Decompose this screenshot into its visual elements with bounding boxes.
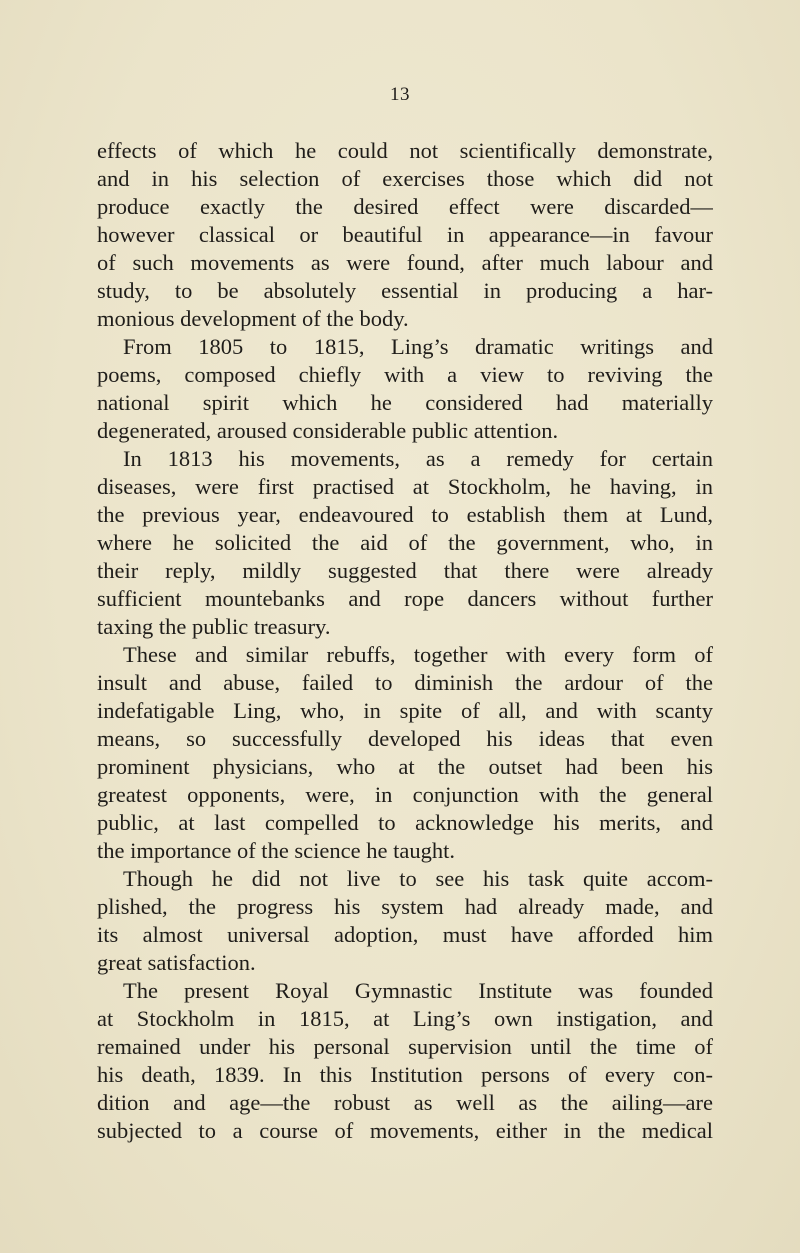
text-line: study, to be absolutely essential in producing a har-: [97, 278, 713, 303]
text-line: greatest opponents, were, in conjunction with the general: [97, 782, 713, 807]
paragraph-start-line: In 1813 his movements, as a remedy for certain: [123, 446, 713, 471]
paragraph-start-line: The present Royal Gymnastic Institute was founded: [123, 978, 713, 1003]
text-line: plished, the progress his system had already made, and: [97, 894, 713, 919]
text-line: of such movements as were found, after much labour and: [97, 250, 713, 275]
text-line: their reply, mildly suggested that there were already: [97, 558, 713, 583]
text-line: produce exactly the desired effect were discarded—: [97, 194, 713, 219]
text-line: the previous year, endeavoured to establish them at Lund,: [97, 502, 713, 527]
text-line: his death, 1839. In this Institution persons of every con-: [97, 1062, 713, 1087]
text-line: at Stockholm in 1815, at Ling’s own instigation, and: [97, 1006, 713, 1031]
paragraph-start-line: These and similar rebuffs, together with every form of: [123, 642, 713, 667]
text-line: insult and abuse, failed to diminish the ardour of the: [97, 670, 713, 695]
paragraph-start-line: From 1805 to 1815, Ling’s dramatic writings and: [123, 334, 713, 359]
text-line: public, at last compelled to acknowledge his merits, and: [97, 810, 713, 835]
text-line: degenerated, aroused considerable public attention.: [97, 418, 559, 443]
text-line: effects of which he could not scientifically demonstrate,: [97, 138, 713, 163]
text-line: great satisfaction.: [97, 950, 256, 975]
text-line: diseases, were first practised at Stockholm, he having, in: [97, 474, 713, 499]
text-line: means, so successfully developed his ideas that even: [97, 726, 713, 751]
text-line: however classical or beautiful in appearance—in favour: [97, 222, 713, 247]
text-line: taxing the public treasury.: [97, 614, 331, 639]
text-line: subjected to a course of movements, either in the medical: [97, 1118, 713, 1143]
paragraph-start-line: Though he did not live to see his task quite accom-: [123, 866, 713, 891]
text-line: monious development of the body.: [97, 306, 409, 331]
text-line: its almost universal adoption, must have afforded him: [97, 922, 713, 947]
body-text: [97, 137, 713, 1145]
text-line: sufficient mountebanks and rope dancers without further: [97, 586, 713, 611]
text-line: and in his selection of exercises those which did not: [97, 166, 713, 191]
text-line: the importance of the science he taught.: [97, 838, 455, 863]
text-line: where he solicited the aid of the government, who, in: [97, 530, 713, 555]
text-line: indefatigable Ling, who, in spite of all, and with scanty: [97, 698, 713, 723]
text-line: dition and age—the robust as well as the ailing—are: [97, 1090, 713, 1115]
text-line: poems, composed chiefly with a view to reviving the: [97, 362, 713, 387]
page-number: 13: [390, 84, 410, 105]
text-line: national spirit which he considered had materially: [97, 390, 713, 415]
text-line: prominent physicians, who at the outset had been his: [97, 754, 713, 779]
text-line: remained under his personal supervision until the time of: [97, 1034, 713, 1059]
